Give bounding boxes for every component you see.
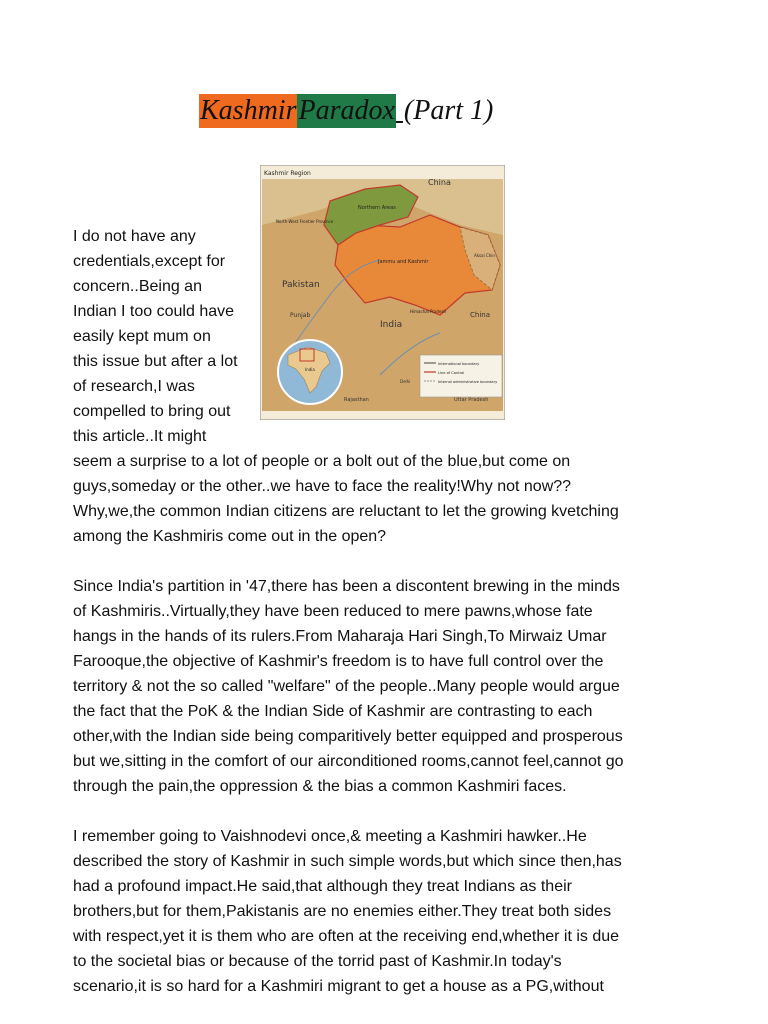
title-word-paradox: Paradox [298,95,395,126]
legend-item-loc: Line of Control [438,371,465,375]
article-paragraph-3 [73,824,622,999]
map-label-himachal: Himachal Pradesh [410,309,447,314]
paragraph-line: seem a surprise to a lot of people or a bolt out of the blue,but come on [73,453,571,470]
paragraph-1-lines [73,224,619,549]
paragraph-line: I do not have any [73,228,196,245]
map-label-delhi: Delhi [400,379,411,384]
paragraph-line: concern..Being an [73,278,202,295]
inset-label-india: India [305,367,315,372]
paragraph-line: this issue but after a lot [73,353,238,370]
paragraph-2-lines [73,574,624,799]
map-label-india: India [380,320,403,330]
paragraph-line: I remember going to Vaishnodevi once,& meeting a Kashmiri hawker..He [73,828,587,845]
map-label-china-top: China [428,178,451,187]
article-paragraph-1 [73,224,619,549]
map-heading: Kashmir Region [264,170,311,177]
paragraph-line: hangs in the hands of its rulers.From Maharaja Hari Singh,To Mirwaiz Umar [73,628,607,645]
paragraph-line: brothers,but for them,Pakistanis are no enemies either.They treat both sides [73,903,612,920]
paragraph-line: through the pain,the oppression & the bias a common Kashmiri faces. [73,778,567,795]
paragraph-line: the fact that the PoK & the Indian Side of Kashmir are contrasting to each [73,703,593,720]
paragraph-line: this article..It might [73,428,207,445]
article-paragraph-2 [73,574,624,799]
paragraph-line: Farooque,the objective of Kashmir's freedom is to have full control over the [73,653,604,670]
legend-item-international: International boundary [438,362,480,366]
paragraph-line: guys,someday or the other..we have to face the reality!Why not now?? [73,478,572,495]
paragraph-line: other,with the Indian side being comparitively better equipped and prosperous [73,728,623,745]
article-title [199,94,494,128]
paragraph-line: Why,we,the common Indian citizens are reluctant to let the growing kvetching [73,503,619,520]
map-label-northern-areas: Northern Areas [358,205,396,211]
paragraph-line: had a profound impact.He said,that although they treat Indians as their [73,878,572,895]
map-label-rajasthan: Rajasthan [344,397,369,403]
title-part-label: (Part 1) [403,95,494,126]
map-label-jammu-kashmir: Jammu and Kashmir [378,259,429,265]
paragraph-line: easily kept mum on [73,328,211,345]
map-label-punjab: Punjab [290,312,311,319]
paragraph-line: among the Kashmiris come out in the open? [73,528,387,545]
paragraph-line: but we,sitting in the comfort of our airconditioned rooms,cannot feel,cannot go [73,753,624,770]
paragraph-line: Indian I too could have [73,303,235,320]
paragraph-line: described the story of Kashmir in such simple words,but which since then,has [73,853,622,870]
map-label-china-right: China [470,311,490,319]
paragraph-line: Since India's partition in '47,there has been a discontent brewing in the minds [73,578,620,595]
paragraph-line: compelled to bring out [73,403,231,420]
map-label-pakistan: Pakistan [282,280,320,290]
paragraph-line: of research,I was [73,378,195,395]
paragraph-3-lines [73,824,622,999]
paragraph-line: credentials,except for [73,253,226,270]
paragraph-line: territory & not the so called "welfare" of the people..Many people would argue [73,678,620,695]
paragraph-line: scenario,it is so hard for a Kashmiri migrant to get a house as a PG,without [73,978,604,995]
title-word-kashmir: Kashmir [200,95,297,126]
paragraph-line: with respect,yet it is them who are often at the receiving end,whether it is due [73,928,620,945]
map-label-uttar-pradesh: Uttar Pradesh [454,397,489,403]
legend-item-internal: Internal administrative boundary [438,380,498,384]
paragraph-line: of Kashmiris..Virtually,they have been reduced to mere pawns,whose fate [73,603,593,620]
map-label-nwfp: North-West Frontier Province [276,219,334,224]
paragraph-line: to the societal bias or because of the torrid past of Kashmir.In today's [73,953,562,970]
map-label-aksai-chin: Aksai Chin [474,253,495,258]
